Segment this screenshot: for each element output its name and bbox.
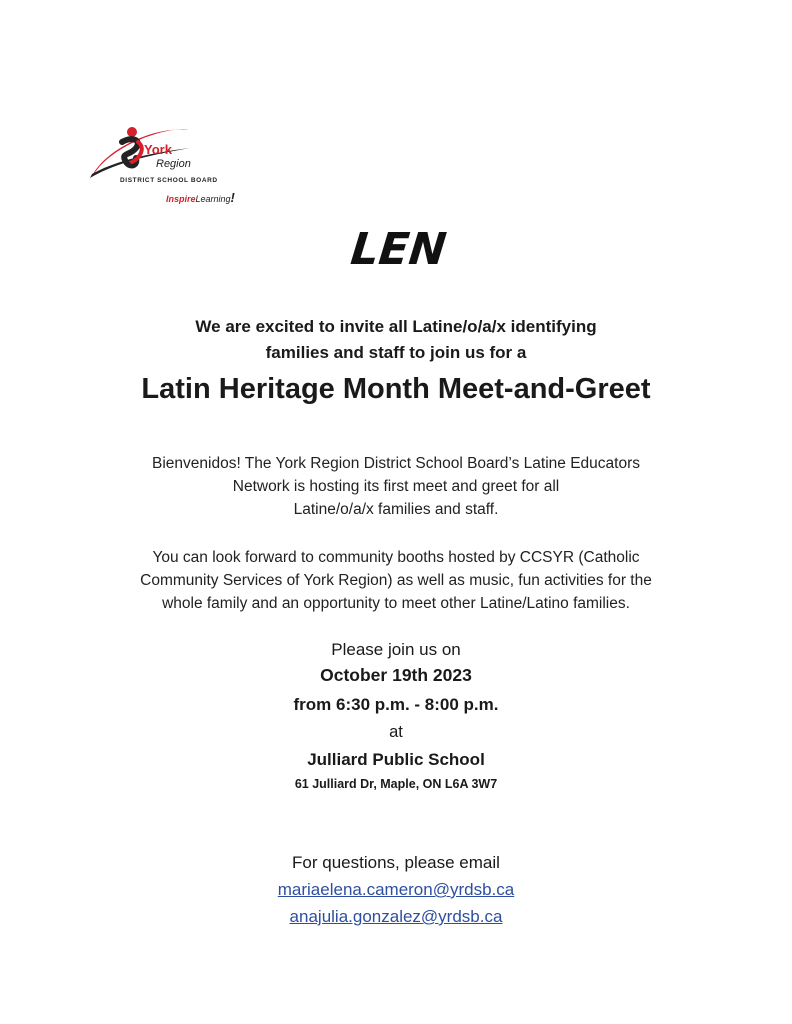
welcome-line-1: Bienvenidos! The York Region District School Board’s Latine Educators (152, 455, 640, 472)
email-link-1[interactable] (0, 876, 792, 903)
intro-text (0, 314, 792, 366)
logo-graphic (86, 118, 246, 210)
len-mark-text: LEN (348, 224, 449, 275)
logo-tagline (166, 190, 236, 205)
intro-line-1: We are excited to invite all Latine/o/a/x identifying (195, 317, 597, 336)
yrdsb-logo (86, 118, 246, 210)
logo-region-text: Region (156, 158, 191, 170)
event-headline: Latin Heritage Month Meet-and-Greet (141, 373, 651, 405)
venue-address: 61 Julliard Dr, Maple, ON L6A 3W7 (294, 777, 498, 791)
email-link-2-text[interactable]: anajulia.gonzalez@yrdsb.ca (289, 907, 503, 926)
event-date: October 19th 2023 (320, 665, 472, 685)
email-link-2[interactable] (0, 903, 792, 930)
welcome-paragraph (0, 452, 792, 521)
join-text: Please join us on (331, 640, 461, 659)
logo-york-text: York (144, 142, 172, 157)
venue-name: Julliard Public School (307, 750, 485, 769)
welcome-line-3: Latine/o/a/x families and staff. (293, 501, 499, 518)
activities-line-3: whole family and an opportunity to meet other Latine/Latino families. (162, 595, 630, 612)
email-link-1-text[interactable]: mariaelena.cameron@yrdsb.ca (277, 880, 515, 899)
intro-line-2: families and staff to join us for a (265, 343, 527, 362)
len-mark-graphic (336, 216, 456, 276)
logo-figure-head (127, 127, 137, 137)
logo-tagline-mark: ! (230, 190, 235, 205)
logo-board-text: DISTRICT SCHOOL BOARD (120, 177, 218, 184)
at-text: at (389, 723, 403, 741)
welcome-line-2: Network is hosting its first meet and greet for all (232, 478, 560, 495)
activities-paragraph (0, 546, 792, 615)
len-mark (0, 216, 792, 281)
event-time: from 6:30 p.m. - 8:00 p.m. (293, 695, 499, 714)
activities-line-2: Community Services of York Region) as well as music, fun activities for the (140, 572, 652, 589)
logo-tagline-inspire: Inspire (166, 194, 196, 204)
contact-prompt: For questions, please email (292, 853, 500, 872)
activities-line-1: You can look forward to community booths hosted by CCSYR (Catholic (152, 549, 640, 566)
logo-tagline-learning: Learning (195, 194, 231, 204)
